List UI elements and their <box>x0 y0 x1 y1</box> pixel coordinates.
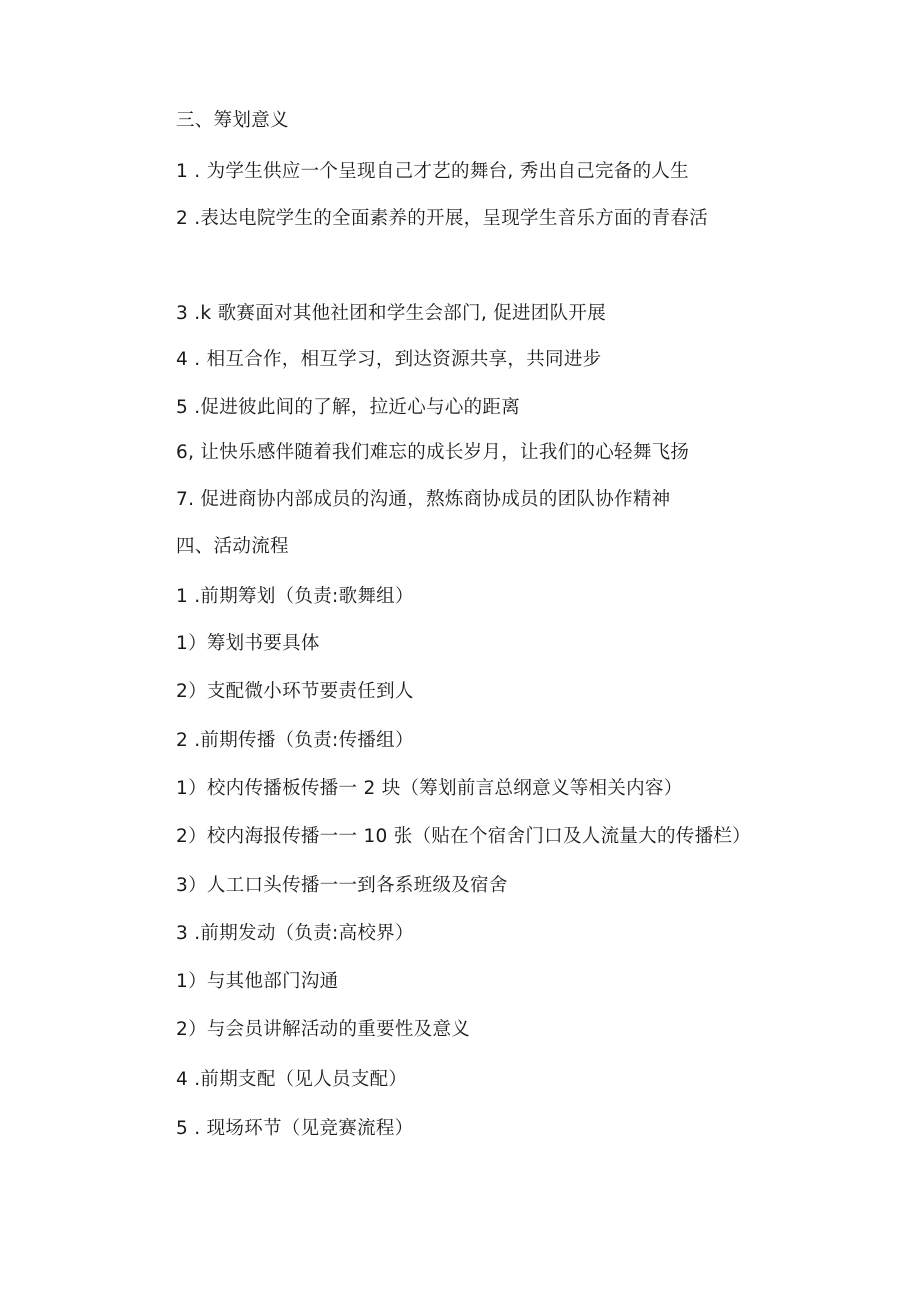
list-item: 6, 让快乐感伴随着我们难忘的成长岁月，让我们的心轻舞飞扬 <box>176 442 690 463</box>
list-item: 5 . 现场环节（见竞赛流程） <box>176 1118 414 1139</box>
list-item: 1 . 为学生供应一个呈现自己才艺的舞台, 秀出自己完备的人生 <box>176 161 689 182</box>
list-item: 2）校内海报传播一一 10 张（贴在个宿舍门口及人流量大的传播栏） <box>176 826 751 847</box>
list-item: 1）校内传播板传播一 2 块（筹划前言总纲意义等相关内容） <box>176 778 683 799</box>
list-item: 1）与其他部门沟通 <box>176 971 339 992</box>
list-item: 2 .前期传播（负责:传播组） <box>176 730 414 751</box>
list-item: 3 .前期发动（负责:高校界） <box>176 923 414 944</box>
list-item: 4 .前期支配（见人员支配） <box>176 1069 408 1090</box>
list-item: 3 .k 歌赛面对其他社团和学生会部门, 促进团队开展 <box>176 303 606 324</box>
section-heading: 四、活动流程 <box>176 536 289 557</box>
section-heading: 三、筹划意义 <box>176 110 289 131</box>
list-item: 7. 促进商协内部成员的沟通，熬炼商协成员的团队协作精神 <box>176 489 671 510</box>
list-item: 2 .表达电院学生的全面素养的开展，呈现学生音乐方面的青春活 <box>176 208 709 229</box>
list-item: 2）支配微小环节要责任到人 <box>176 681 414 702</box>
list-item: 1 .前期筹划（负责:歌舞组） <box>176 586 414 607</box>
list-item: 2）与会员讲解活动的重要性及意义 <box>176 1019 471 1040</box>
list-item: 1）筹划书要具体 <box>176 633 320 654</box>
list-item: 5 .促进彼此间的了解，拉近心与心的距离 <box>176 397 521 418</box>
list-item: 4 . 相互合作，相互学习，到达资源共享，共同进步 <box>176 349 602 370</box>
list-item: 3）人工口头传播一一到各系班级及宿舍 <box>176 875 508 896</box>
